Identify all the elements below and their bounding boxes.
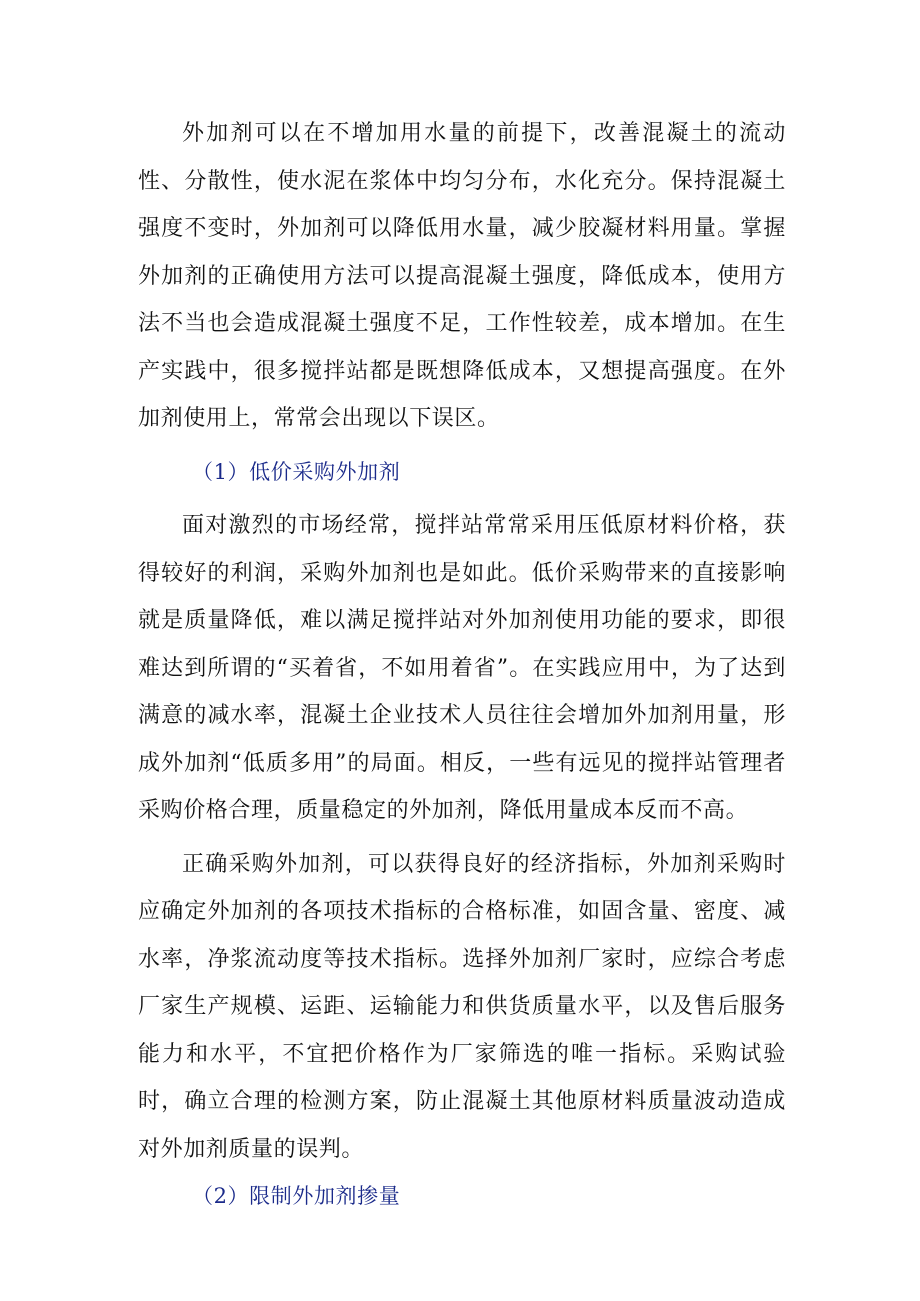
- section-heading-2: （2）限制外加剂掺量: [192, 1184, 401, 1208]
- section-heading-1: （1）低价采购外加剂: [192, 459, 401, 484]
- document-body: [138, 110, 786, 1221]
- section1-paragraph-1: 面对激烈的市场经常，搅拌站常常采用压低原材料价格，获得较好的利润，采购外加剂也是如此。低价采购带来的直接影响就是质量降低，难以满足搅拌站对外加剂使用功能的要求，即很难达到所谓的“买着省，不如用着省”。在实践应用中，为了达到满意的减水率，混凝土企业技术人员往往会增加外加剂用量，形成外加剂“低质多用”的局面。相反，一些有远见的搅拌站管理者采购价格合理，质量稳定的外加剂，降低用量成本反而不高。: [138, 513, 786, 823]
- intro-paragraph: 外加剂可以在不增加用水量的前提下，改善混凝土的流动性、分散性，使水泥在浆体中均匀分布，水化充分。保持混凝土强度不变时，外加剂可以降低用水量，减少胶凝材料用量。掌握外加剂的正确使用方法可以提高混凝土强度，降低成本，使用方法不当也会造成混凝土强度不足，工作性较差，成本增加。在生产实践中，很多搅拌站都是既想降低成本，又想提高强度。在外加剂使用上，常常会出现以下误区。: [138, 121, 786, 431]
- section1-paragraph-2: 正确采购外加剂，可以获得良好的经济指标，外加剂采购时应确定外加剂的各项技术指标的合格标准，如固含量、密度、减水率，净浆流动度等技术指标。选择外加剂厂家时，应综合考虑厂家生产规模、运距、运输能力和供货质量水平，以及售后服务能力和水平，不宜把价格作为厂家筛选的唯一指标。采购试验时，确立合理的检测方案，防止混凝土其他原材料质量波动造成对外加剂质量的误判。: [138, 851, 786, 1162]
